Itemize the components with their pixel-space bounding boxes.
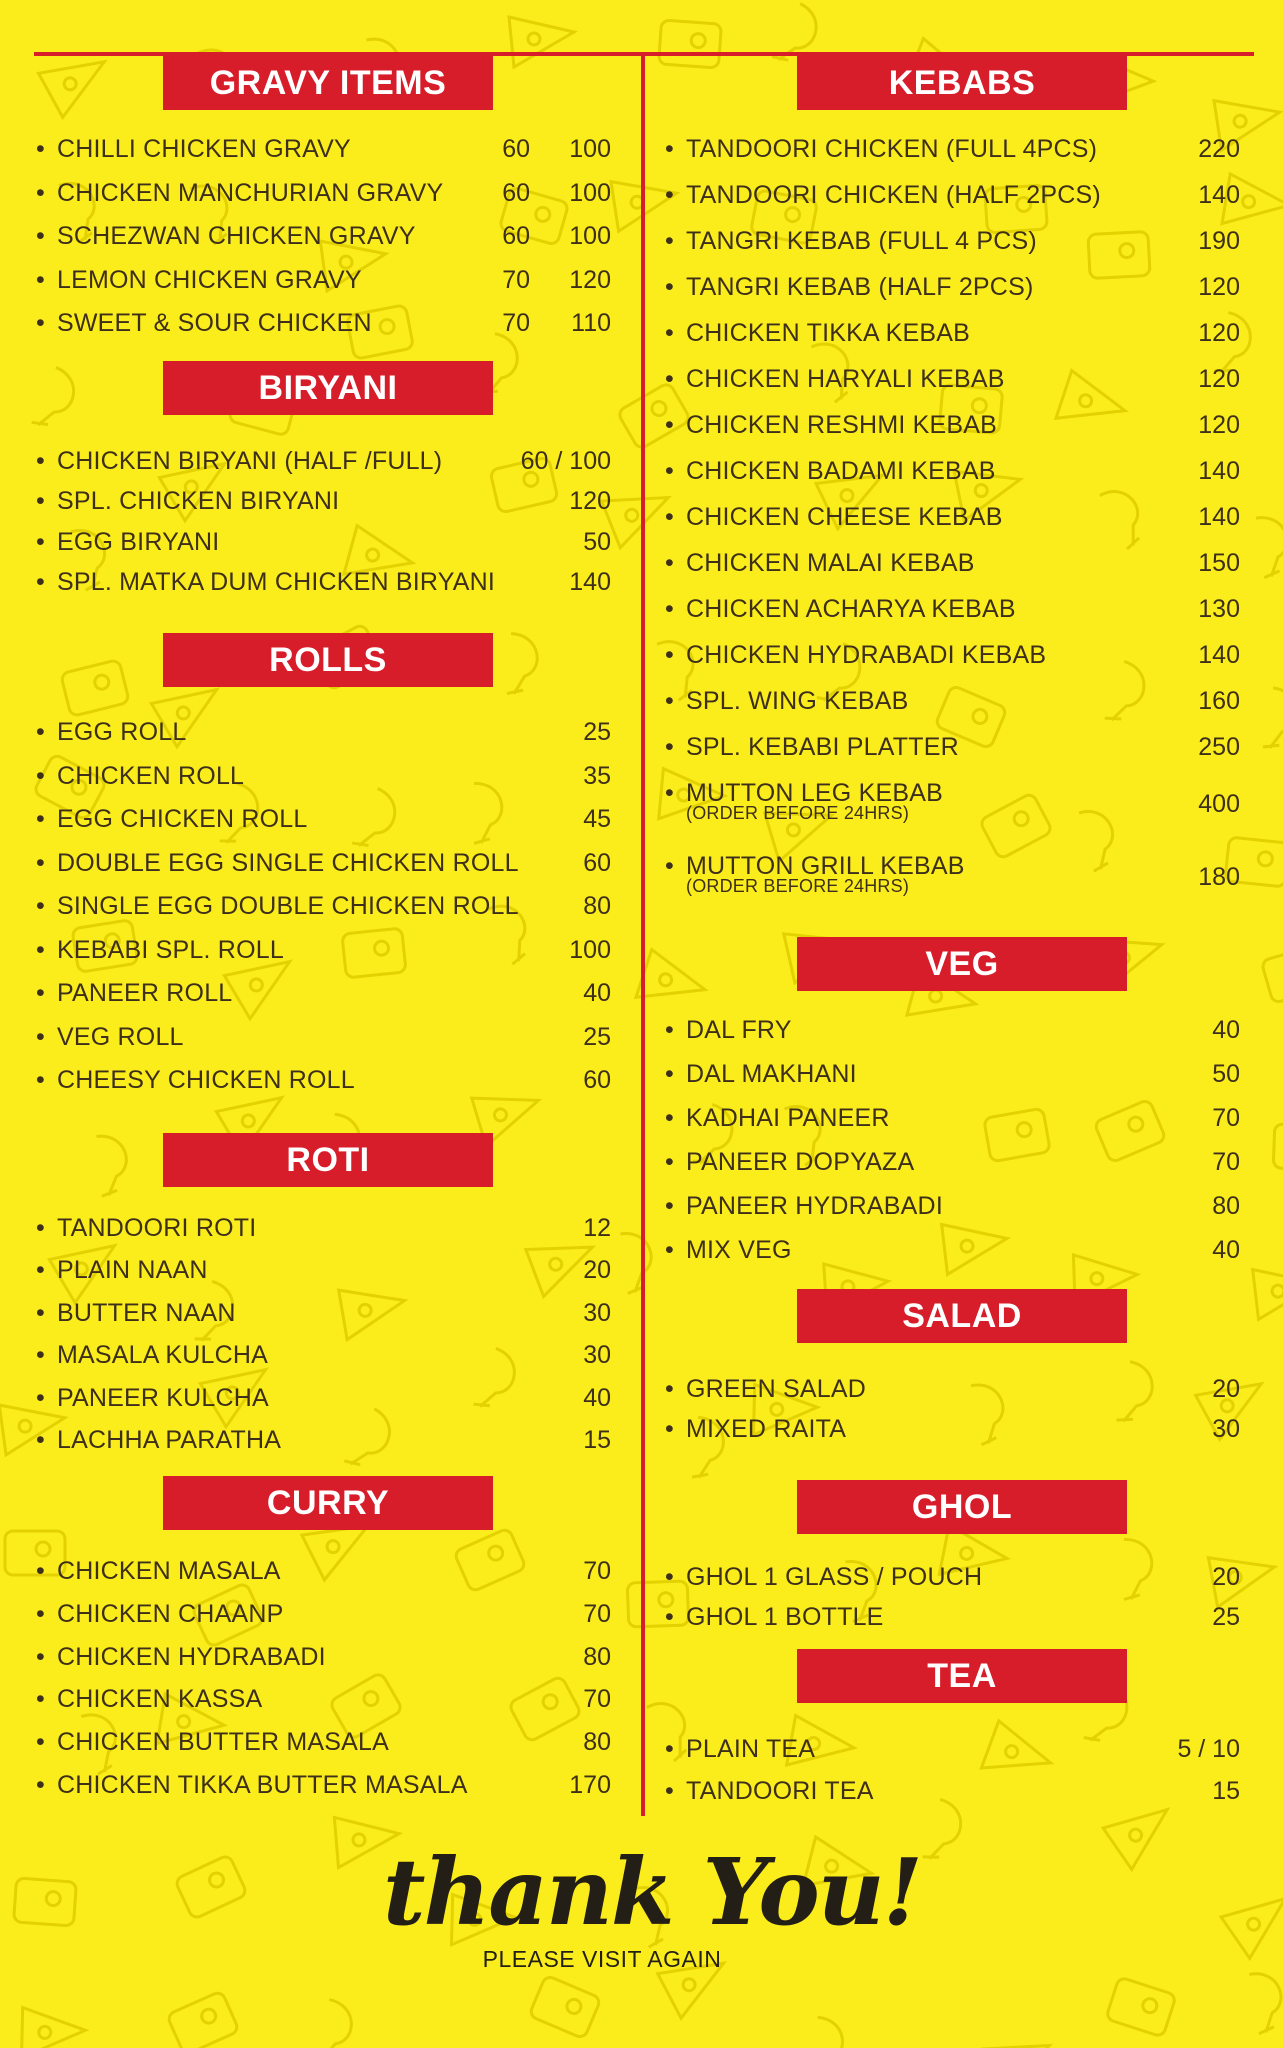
item-name: MASALA KULCHA — [57, 1341, 269, 1370]
bullet-icon: • — [36, 222, 45, 250]
bullet-icon: • — [665, 1016, 674, 1044]
menu-item — [665, 1142, 1240, 1182]
bullet-icon: • — [36, 1728, 45, 1757]
item-name: LEMON CHICKEN GRAVY — [57, 265, 362, 294]
doodle-icon — [618, 1230, 656, 1294]
item-price: 60 / 100 — [520, 447, 611, 475]
item-price: 120 — [1198, 319, 1240, 347]
item-name: PLAIN NAAN — [57, 1256, 208, 1285]
bullet-icon: • — [665, 1735, 674, 1763]
item-price: 70 — [583, 1599, 611, 1628]
item-name: CHICKEN RESHMI KEBAB — [686, 411, 998, 439]
bullet-icon: • — [36, 1557, 45, 1585]
bullet-icon: • — [665, 1192, 674, 1220]
bullet-icon: • — [36, 718, 45, 746]
item-price-half: 60 — [502, 135, 530, 163]
menu-item — [36, 799, 611, 839]
doodle-icon — [1273, 1124, 1283, 1170]
bullet-icon: • — [36, 527, 45, 556]
menu-item — [36, 1017, 611, 1057]
section-title: SALAD — [797, 1289, 1127, 1343]
doodle-icon — [167, 1991, 240, 2048]
menu-item — [665, 1054, 1240, 1094]
item-name: PANEER DOPYAZA — [686, 1148, 915, 1176]
menu-item — [665, 773, 1240, 823]
item-price: 40 — [1212, 1236, 1240, 1264]
bullet-icon: • — [665, 227, 674, 255]
menu-item — [665, 267, 1240, 307]
menu-item — [36, 1420, 611, 1460]
menu-item — [36, 1250, 611, 1290]
doodle-icon — [509, 17, 574, 67]
item-price: 25 — [583, 1022, 611, 1051]
bullet-icon: • — [36, 1214, 45, 1242]
menu-item — [665, 497, 1240, 537]
menu-item — [665, 846, 1240, 896]
section-title: TEA — [797, 1649, 1127, 1703]
bullet-icon: • — [665, 1777, 674, 1805]
item-price: 60 — [583, 848, 611, 877]
menu-item — [665, 1369, 1240, 1409]
menu-item — [36, 1208, 611, 1248]
item-name: SPL. KEBABI PLATTER — [686, 733, 959, 761]
item-name: KEBABI SPL. ROLL — [57, 935, 284, 964]
item-price-half: 60 — [502, 178, 530, 207]
bullet-icon: • — [665, 273, 674, 301]
item-price: 80 — [583, 1728, 611, 1757]
bullet-icon: • — [36, 1685, 45, 1714]
bullet-icon: • — [665, 503, 674, 531]
menu-item — [36, 562, 611, 602]
bullet-icon: • — [36, 1066, 45, 1094]
bullet-icon: • — [665, 1104, 674, 1132]
menu-item — [36, 712, 611, 752]
item-price: 45 — [583, 805, 611, 833]
item-price: 400 — [1198, 790, 1240, 818]
bullet-icon: • — [36, 265, 45, 294]
menu-item — [665, 635, 1240, 675]
bullet-icon: • — [36, 935, 45, 964]
menu-item — [665, 175, 1240, 215]
menu-item — [36, 843, 611, 883]
section-title: BIRYANI — [163, 361, 493, 415]
doodle-icon — [1254, 514, 1283, 578]
item-price: 20 — [583, 1256, 611, 1285]
item-name: GHOL 1 GLASS / POUCH — [686, 1563, 983, 1591]
menu-item — [36, 1765, 611, 1805]
menu-item — [36, 930, 611, 970]
bullet-icon: • — [665, 1603, 674, 1631]
item-price-half: 70 — [502, 309, 530, 337]
item-price: 30 — [1212, 1415, 1240, 1443]
item-name: CHICKEN ACHARYA KEBAB — [686, 595, 1016, 623]
item-name: CHICKEN ROLL — [57, 761, 245, 790]
item-name: PLAIN TEA — [686, 1735, 816, 1763]
bullet-icon: • — [665, 852, 674, 880]
item-name: CHICKEN BADAMI KEBAB — [686, 457, 996, 485]
bullet-icon: • — [665, 1563, 674, 1591]
menu-item — [36, 216, 611, 256]
item-name: SWEET & SOUR CHICKEN — [57, 309, 372, 337]
item-name: CHILLI CHICKEN GRAVY — [57, 135, 351, 163]
bullet-icon: • — [665, 319, 674, 347]
item-name: CHICKEN TIKKA BUTTER MASALA — [57, 1771, 468, 1799]
menu-item — [36, 1551, 611, 1591]
menu-item — [665, 359, 1240, 399]
item-name: DAL FRY — [686, 1016, 792, 1044]
bullet-icon: • — [36, 1022, 45, 1051]
section-title: KEBABS — [797, 56, 1127, 110]
item-name: CHICKEN HARYALI KEBAB — [686, 365, 1005, 393]
bullet-icon: • — [665, 411, 674, 439]
bullet-icon: • — [36, 979, 45, 1007]
menu-item — [36, 1335, 611, 1375]
bullet-icon: • — [36, 1256, 45, 1285]
item-name: TANDOORI TEA — [686, 1777, 874, 1805]
item-price: 50 — [583, 527, 611, 556]
item-name: MIX VEG — [686, 1236, 792, 1264]
item-name: TANDOORI ROTI — [57, 1214, 257, 1242]
menu-item — [36, 1060, 611, 1100]
menu-item — [665, 681, 1240, 721]
section-title: GRAVY ITEMS — [163, 56, 493, 110]
item-name: EGG ROLL — [57, 718, 187, 746]
item-name: CHICKEN TIKKA KEBAB — [686, 319, 970, 347]
bullet-icon: • — [665, 181, 674, 209]
item-price: 25 — [583, 718, 611, 746]
menu-item — [665, 1098, 1240, 1138]
item-name: GREEN SALAD — [686, 1375, 867, 1403]
doodle-icon — [1106, 1977, 1177, 2037]
item-name: CHICKEN MALAI KEBAB — [686, 549, 975, 577]
bullet-icon: • — [36, 805, 45, 833]
item-name: DOUBLE EGG SINGLE CHICKEN ROLL — [57, 848, 519, 877]
item-price: 15 — [583, 1426, 611, 1454]
doodle-icon — [529, 1975, 601, 2039]
bullet-icon: • — [665, 457, 674, 485]
doodle-icon — [32, 367, 81, 433]
bullet-icon: • — [665, 1148, 674, 1176]
menu-item — [665, 727, 1240, 767]
item-price: 35 — [583, 761, 611, 790]
doodle-icon — [1247, 1969, 1283, 2033]
bullet-icon: • — [36, 309, 45, 337]
menu-item — [665, 1729, 1240, 1769]
menu-item — [665, 1186, 1240, 1226]
doodle-icon — [94, 1133, 130, 1196]
item-price: 40 — [583, 1383, 611, 1412]
bullet-icon: • — [36, 1426, 45, 1454]
item-name: GHOL 1 BOTTLE — [686, 1603, 884, 1631]
visit-again-text: PLEASE VISIT AGAIN — [482, 1946, 722, 1972]
bullet-icon: • — [36, 848, 45, 877]
item-price: 70 — [1212, 1148, 1240, 1176]
doodle-icon — [507, 634, 538, 695]
doodle-icon — [39, 48, 118, 119]
bullet-icon: • — [665, 549, 674, 577]
item-price: 160 — [1198, 687, 1240, 715]
item-price-half: 60 — [502, 222, 530, 250]
item-price: 40 — [1212, 1016, 1240, 1044]
item-price: 5 / 10 — [1177, 1735, 1240, 1763]
menu-item — [36, 481, 611, 521]
menu-item — [665, 221, 1240, 261]
item-price: 80 — [583, 1642, 611, 1671]
item-name: DAL MAKHANI — [686, 1060, 857, 1088]
item-price: 170 — [569, 1771, 611, 1799]
menu-item — [665, 451, 1240, 491]
bullet-icon: • — [665, 595, 674, 623]
item-name: TANDOORI CHICKEN (HALF 2PCS) — [686, 181, 1101, 209]
menu-item — [665, 1230, 1240, 1270]
item-price: 180 — [1198, 863, 1240, 891]
item-name: TANGRI KEBAB (FULL 4 PCS) — [686, 227, 1037, 255]
item-price: 80 — [583, 892, 611, 920]
item-name: SPL. MATKA DUM CHICKEN BIRYANI — [57, 567, 496, 596]
item-price: 140 — [1198, 457, 1240, 485]
item-price: 150 — [1198, 549, 1240, 577]
item-name: KADHAI PANEER — [686, 1104, 890, 1132]
item-name: MIXED RAITA — [686, 1415, 847, 1443]
doodle-icon — [315, 1999, 356, 2048]
menu-item — [36, 303, 611, 343]
menu-item — [36, 522, 611, 562]
doodle-icon — [17, 2007, 88, 2048]
bullet-icon: • — [36, 1298, 45, 1327]
menu-item — [665, 589, 1240, 629]
item-price: 140 — [1198, 503, 1240, 531]
doodle-icon — [1261, 945, 1283, 1004]
bullet-icon: • — [36, 567, 45, 596]
bullet-icon: • — [36, 1642, 45, 1671]
item-price: 190 — [1198, 227, 1240, 255]
thank-you-script: thank You! — [383, 1838, 921, 1946]
item-price: 70 — [583, 1685, 611, 1714]
bullet-icon: • — [36, 1341, 45, 1370]
item-price-full: 120 — [569, 265, 611, 294]
bullet-icon: • — [665, 779, 674, 807]
item-name: CHICKEN HYDRABADI KEBAB — [686, 641, 1047, 669]
menu-item — [36, 1679, 611, 1719]
menu-item — [36, 1637, 611, 1677]
item-price-full: 110 — [571, 309, 611, 337]
item-price: 20 — [1212, 1375, 1240, 1403]
doodle-icon — [175, 1854, 248, 1919]
item-price: 15 — [1212, 1777, 1240, 1805]
item-name: EGG BIRYANI — [57, 527, 220, 556]
section-title: ROLLS — [163, 633, 493, 687]
bullet-icon: • — [665, 365, 674, 393]
doodle-icon — [14, 1878, 77, 1926]
bullet-icon: • — [36, 447, 45, 475]
section-title: ROTI — [163, 1133, 493, 1187]
menu-item — [665, 405, 1240, 445]
item-name: PANEER HYDRABADI — [686, 1192, 943, 1220]
doodle-icon — [810, 2017, 844, 2048]
item-price: 70 — [1212, 1104, 1240, 1132]
item-price: 30 — [583, 1341, 611, 1370]
doodle-icon — [1221, 1886, 1283, 1961]
doodle-icon — [659, 20, 722, 68]
item-price: 140 — [569, 567, 611, 596]
item-name: TANGRI KEBAB (HALF 2PCS) — [686, 273, 1034, 301]
item-price: 20 — [1212, 1563, 1240, 1591]
menu-item — [665, 313, 1240, 353]
section-title: CURRY — [163, 1476, 493, 1530]
item-name: MUTTON LEG KEBAB — [686, 779, 943, 807]
menu-item — [665, 1409, 1240, 1449]
item-name: LACHHA PARATHA — [57, 1426, 282, 1454]
menu-item — [36, 260, 611, 300]
item-price: 120 — [1198, 273, 1240, 301]
item-price: 140 — [1198, 181, 1240, 209]
item-name: EGG CHICKEN ROLL — [57, 805, 308, 833]
item-name: SCHEZWAN CHICKEN GRAVY — [57, 222, 416, 250]
bullet-icon: • — [36, 1599, 45, 1628]
bullet-icon: • — [665, 1415, 674, 1443]
menu-item — [36, 173, 611, 213]
menu-item — [36, 756, 611, 796]
menu-item — [665, 1771, 1240, 1811]
menu-item — [665, 543, 1240, 583]
item-name: PANEER KULCHA — [57, 1383, 269, 1412]
menu-item — [36, 1594, 611, 1634]
bullet-icon: • — [665, 135, 674, 163]
menu-item — [665, 1010, 1240, 1050]
item-price: 12 — [583, 1214, 611, 1242]
item-name: CHICKEN BUTTER MASALA — [57, 1728, 390, 1757]
bullet-icon: • — [36, 135, 45, 163]
item-note: (ORDER BEFORE 24HRS) — [686, 876, 910, 896]
doodle-icon — [1253, 1268, 1283, 1319]
bullet-icon: • — [36, 487, 45, 516]
item-price: 220 — [1198, 135, 1240, 163]
item-price: 100 — [569, 935, 611, 964]
item-price: 50 — [1212, 1060, 1240, 1088]
item-price-full: 100 — [569, 178, 611, 207]
bullet-icon: • — [665, 1375, 674, 1403]
bullet-icon: • — [36, 1383, 45, 1412]
doodle-icon — [61, 659, 130, 716]
item-name: CHICKEN MASALA — [57, 1557, 281, 1585]
item-name: CHICKEN BIRYANI (HALF /FULL) — [57, 447, 443, 475]
item-price: 30 — [583, 1298, 611, 1327]
menu-item — [36, 441, 611, 481]
item-price-full: 100 — [569, 135, 611, 163]
item-price: 120 — [1198, 411, 1240, 439]
column-divider-line — [641, 54, 645, 1816]
bullet-icon: • — [665, 1236, 674, 1264]
bullet-icon: • — [36, 1771, 45, 1799]
item-name: BUTTER NAAN — [57, 1298, 236, 1327]
doodle-icon — [983, 2031, 1059, 2048]
item-price-full: 100 — [569, 222, 611, 250]
item-name: SINGLE EGG DOUBLE CHICKEN ROLL — [57, 892, 519, 920]
item-price: 250 — [1198, 733, 1240, 761]
bullet-icon: • — [36, 892, 45, 920]
item-note: (ORDER BEFORE 24HRS) — [686, 803, 910, 823]
item-price: 140 — [1198, 641, 1240, 669]
bullet-icon: • — [665, 687, 674, 715]
item-name: MUTTON GRILL KEBAB — [686, 852, 965, 880]
menu-item — [36, 1293, 611, 1333]
item-price: 40 — [583, 979, 611, 1007]
menu-item — [665, 1597, 1240, 1637]
menu-item — [36, 129, 611, 169]
item-name: CHICKEN CHAANP — [57, 1599, 284, 1628]
section-title: VEG — [797, 937, 1127, 991]
bullet-icon: • — [665, 641, 674, 669]
item-price: 80 — [1212, 1192, 1240, 1220]
doodle-icon — [1263, 688, 1283, 751]
item-price-half: 70 — [502, 265, 530, 294]
item-name: TANDOORI CHICKEN (FULL 4PCS) — [686, 135, 1098, 163]
item-price: 120 — [1198, 365, 1240, 393]
bullet-icon: • — [665, 1060, 674, 1088]
item-name: CHICKEN HYDRABADI — [57, 1642, 326, 1671]
item-name: CHICKEN MANCHURIAN GRAVY — [57, 178, 444, 207]
item-name: VEG ROLL — [57, 1022, 184, 1051]
item-price: 60 — [583, 1066, 611, 1094]
menu-item — [36, 1722, 611, 1762]
bullet-icon: • — [665, 733, 674, 761]
item-name: SPL. WING KEBAB — [686, 687, 909, 715]
item-price: 70 — [583, 1557, 611, 1585]
item-price: 130 — [1198, 595, 1240, 623]
item-name: CHICKEN KASSA — [57, 1685, 263, 1714]
menu-item — [36, 1378, 611, 1418]
menu-item — [665, 129, 1240, 169]
item-name: CHICKEN CHEESE KEBAB — [686, 503, 1003, 531]
section-title: GHOL — [797, 1480, 1127, 1534]
item-name: PANEER ROLL — [57, 979, 233, 1007]
bullet-icon: • — [36, 761, 45, 790]
item-name: CHEESY CHICKEN ROLL — [57, 1066, 355, 1094]
item-name: SPL. CHICKEN BIRYANI — [57, 487, 340, 516]
menu-item — [36, 973, 611, 1013]
menu-item — [36, 886, 611, 926]
bullet-icon: • — [36, 178, 45, 207]
item-price: 120 — [569, 487, 611, 516]
menu-item — [665, 1557, 1240, 1597]
item-price: 25 — [1212, 1603, 1240, 1631]
